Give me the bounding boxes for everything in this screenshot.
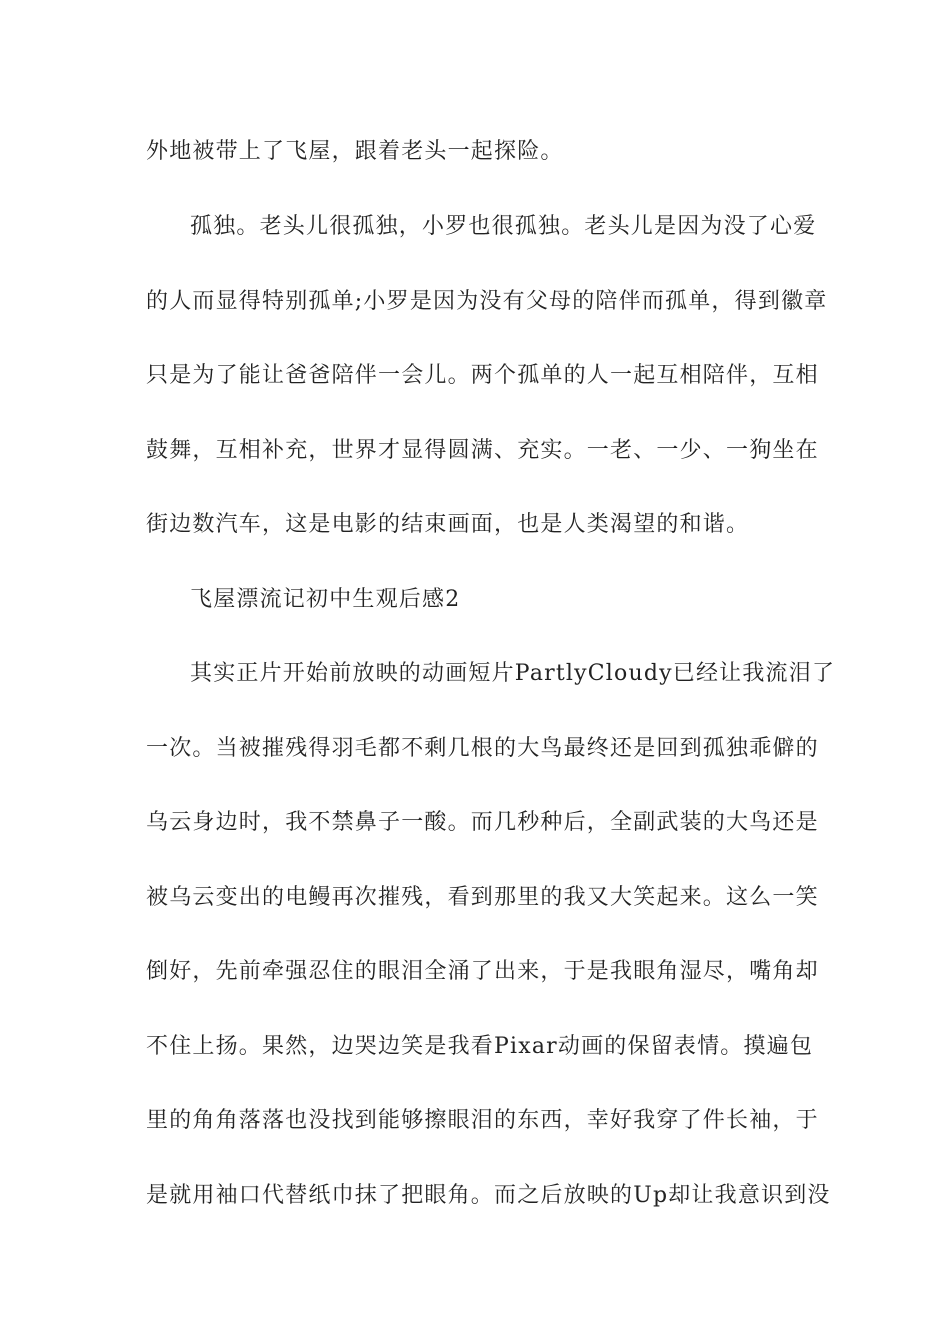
- paragraph-line: 外地被带上了飞屋，跟着老头一起探险。: [146, 139, 564, 164]
- paragraph-line: 不住上扬。果然，边哭边笑是我看Pixar动画的保留表情。摸遍包: [146, 1034, 814, 1059]
- paragraph-line: 一次。当被摧残得羽毛都不剩几根的大鸟最终还是回到孤独乖僻的: [146, 736, 819, 761]
- paragraph-line: 的人而显得特别孤单;小罗是因为没有父母的陪伴而孤单，得到徽章: [146, 289, 828, 314]
- paragraph-line: 其实正片开始前放映的动画短片PartlyCloudy已经让我流泪了: [190, 661, 836, 686]
- section-heading: 飞屋漂流记初中生观后感2: [190, 587, 461, 612]
- paragraph-line: 是就用袖口代替纸巾抹了把眼角。而之后放映的Up却让我意识到没: [146, 1183, 831, 1208]
- paragraph-line: 只是为了能让爸爸陪伴一会儿。两个孤单的人一起互相陪伴，互相: [146, 363, 819, 388]
- paragraph-line: 乌云身边时，我不禁鼻子一酸。而几秒种后，全副武装的大鸟还是: [146, 810, 819, 835]
- paragraph-line: 倒好，先前牵强忍住的眼泪全涌了出来，于是我眼角湿尽，嘴角却: [146, 959, 819, 984]
- paragraph-line: 被乌云变出的电鳗再次摧残，看到那里的我又大笑起来。这么一笑: [146, 885, 819, 910]
- paragraph-line: 里的角角落落也没找到能够擦眼泪的东西，幸好我穿了件长袖，于: [146, 1108, 819, 1133]
- paragraph-line: 鼓舞，互相补充，世界才显得圆满、充实。一老、一少、一狗坐在: [146, 438, 819, 463]
- paragraph-line: 街边数汽车，这是电影的结束画面，也是人类渴望的和谐。: [146, 512, 750, 537]
- paragraph-line: 孤独。老头儿很孤独，小罗也很孤独。老头儿是因为没了心爱: [190, 214, 817, 239]
